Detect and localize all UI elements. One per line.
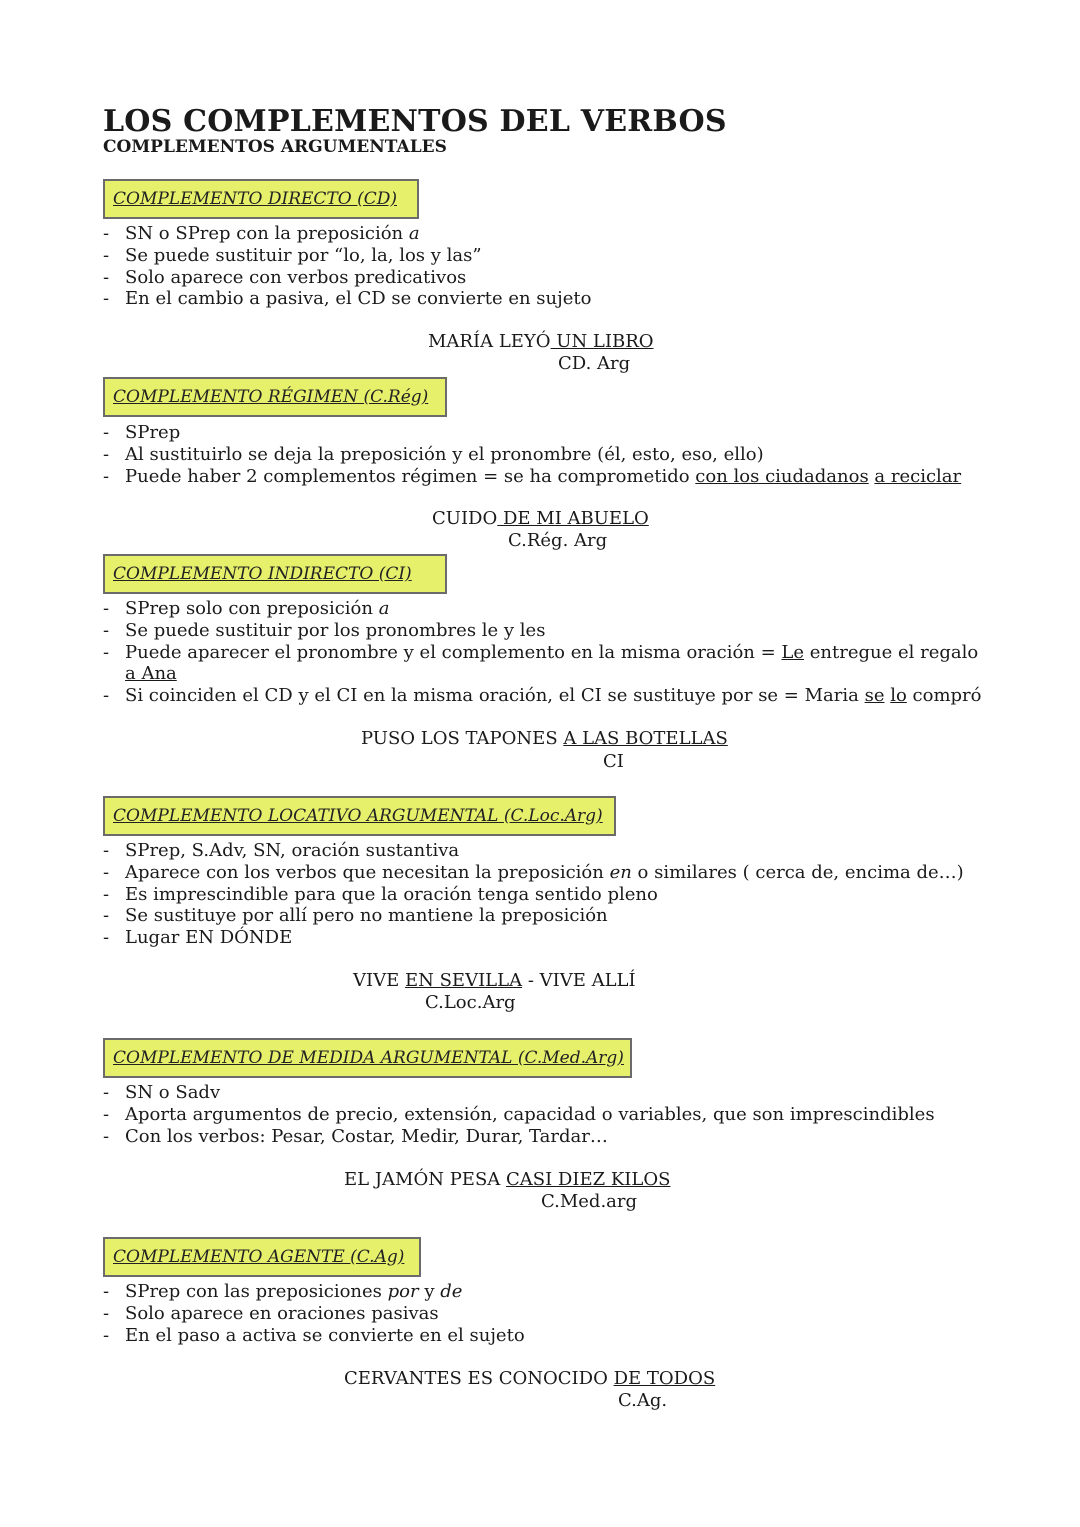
bullet-list-cloc [103,840,964,949]
bullet-list-cmed [103,1082,935,1147]
example-label: C.Med.arg [541,1191,638,1212]
list-item: - Se puede sustituir por “lo, la, los y las” [103,245,591,267]
list-item: - SN o Sadv [103,1082,935,1104]
section-heading-cag: COMPLEMENTO AGENTE (C.Ag) [103,1237,421,1277]
list-item: - Se sustituye por allí pero no mantiene la preposición [103,905,964,927]
list-item: - Es imprescindible para que la oración tenga sentido pleno [103,884,964,906]
list-item: - En el paso a activa se convierte en el sujeto [103,1325,525,1347]
list-item: - SPrep con las preposiciones por y de [103,1281,525,1303]
section-heading-cmed: COMPLEMENTO DE MEDIDA ARGUMENTAL (C.Med.Arg) [103,1038,632,1078]
example-label: CD. Arg [558,353,631,374]
list-item: - Puede aparecer el pronombre y el complemento en la misma oración = Le entregue el regalo a Ana [103,642,985,686]
example-sentence: PUSO LOS TAPONES A LAS BOTELLAS [361,728,728,749]
example-label: C.Rég. Arg [508,530,608,551]
list-item: - Puede haber 2 complementos régimen = se ha comprometido con los ciudadanos a reciclar [103,466,961,488]
list-item: - Si coinciden el CD y el CI en la misma oración, el CI se sustituye por se = Maria se lo compró [103,685,985,707]
example-sentence: CUIDO DE MI ABUELO [432,508,649,529]
list-item: - SPrep, S.Adv, SN, oración sustantiva [103,840,964,862]
list-item: - SN o SPrep con la preposición a [103,223,591,245]
list-item: - En el cambio a pasiva, el CD se convierte en sujeto [103,288,591,310]
bullet-list-cag [103,1281,525,1346]
section-heading-ci: COMPLEMENTO INDIRECTO (CI) [103,554,447,594]
section-heading-cloc: COMPLEMENTO LOCATIVO ARGUMENTAL (C.Loc.Arg) [103,796,616,836]
list-item: - Lugar EN DÓNDE [103,927,964,949]
list-item: - Con los verbos: Pesar, Costar, Medir, Durar, Tardar… [103,1126,935,1148]
bullet-list-creg [103,422,961,487]
list-item: - Solo aparece en oraciones pasivas [103,1303,525,1325]
bullet-list-cd [103,223,591,310]
example-label: C.Ag. [618,1390,668,1411]
list-item: - Solo aparece con verbos predicativos [103,267,591,289]
example-sentence: CERVANTES ES CONOCIDO DE TODOS [344,1368,716,1389]
example-sentence: VIVE EN SEVILLA - VIVE ALLÍ [353,970,636,991]
example-label: CI [603,751,624,772]
example-sentence: EL JAMÓN PESA CASI DIEZ KILOS [344,1169,671,1190]
page-subtitle: COMPLEMENTOS ARGUMENTALES [103,137,447,157]
list-item: - Al sustituirlo se deja la preposición y el pronombre (él, esto, eso, ello) [103,444,961,466]
list-item: - SPrep [103,422,961,444]
section-heading-creg: COMPLEMENTO RÉGIMEN (C.Rég) [103,377,447,417]
example-label: C.Loc.Arg [425,992,516,1013]
list-item: - Aporta argumentos de precio, extensión, capacidad o variables, que son imprescindibles [103,1104,935,1126]
list-item: - SPrep solo con preposición a [103,598,985,620]
list-item: - Se puede sustituir por los pronombres le y les [103,620,985,642]
example-sentence: MARÍA LEYÓ UN LIBRO [428,331,654,352]
section-heading-cd: COMPLEMENTO DIRECTO (CD) [103,179,419,219]
bullet-list-ci [103,598,985,707]
list-item: - Aparece con los verbos que necesitan la preposición en o similares ( cerca de, encima de…) [103,862,964,884]
page-title: LOS COMPLEMENTOS DEL VERBOS [103,104,727,139]
